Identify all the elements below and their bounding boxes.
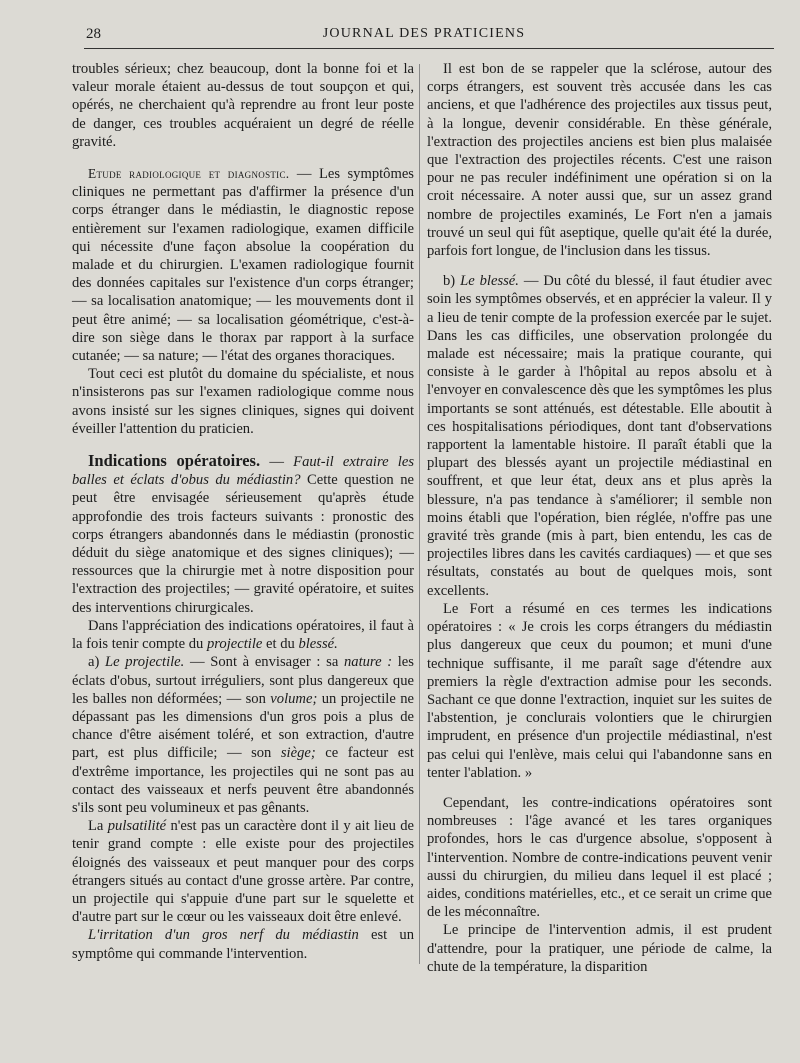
paragraph: L'irritation d'un gros nerf du médiastin est un symptôme qui commande l'intervention. [72,927,414,962]
paragraph-quote: Le Fort a résumé en ces termes les indications opératoires : « Je crois les corps étrangers du médiastin plus dangereux que ceux du poumon; et muni d'une technique suffisante, il me paraît sage d'étendre aux premiers la règle d'extraction admise pour les seconds. Sachant ce que donne l'extraction, inquiet sur les suites de l'abstention, je conclurais volontiers que le chirurgien imprudent, en présence d'un projectile médiastinal, n'est pas celui qui l'enlève, mais celui qui l'abandonne sans en tenter l'ablation. » [427,600,772,781]
paragraph: Dans l'appréciation des indications opératoires, il faut à la fois tenir compte du projectile et du blessé. [72,617,414,653]
paragraph: Il est bon de se rappeler que la sclérose, autour des corps étrangers, est souvent très accusée dans les cas anciens, et que l'adhérence des projectiles aux tissus peut, à la longue, devenir considérable. En thèse générale, l'extraction des projectiles anciens est bien plus malaisée que l'extraction des projectiles récents. C'est une raison pour ne pas reculer indéfiniment une opération si on la croit nécessaire. A noter aussi que, sur un assez grand nombre de projectiles examinés, Le Fort n'en a jamais trouvé un seul qui fût aseptique, quelle qu'ait été la durée, parfois fort longue, de l'inclusion dans les tissus. [427,61,772,260]
paragraph-blesse: b) Le blessé. — Du côté du blessé, il faut étudier avec soin les symptômes observés, et en apprécier la valeur. Il y a lieu de tenir compte de la profession exercée par le sujet. Dans les cas difficiles, une observation prolongée du malade est nécessaire; mais la pratique courante, qui consiste à le garder à l'hôpital au repos absolu et à l'envoyer en convalescence dès que les symptômes les plus importants se sont atténués, est détestable. Elle aboutit à ces hospitalisations périodiques, dont tant d'observations rapportent la lamentable histoire. Il paraît établi que la plupart des blessés ayant un projectile médiastinal en souffrent, et que leur état, deux ans et plus après la blessure, n'a pas tendance à s'améliorer; il semble non moins établi que l'opération, bien réglée, n'offre pas une gravité très grande (mis à part, bien entendu, les cas de projectiles libres dans les cavités cardiaques) — et que ses résultats, constatés au bout de quelques mois, sont excellents. [427,273,772,599]
paragraph-projectile: a) Le projectile. — Sont à envisager : sa nature : les éclats d'obus, surtout irréguliers, sont plus dangereux que les balles non déformées; — son volume; un projectile ne dépassant pas les dimensions d'un gros pois a plus de chance d'être aisément toléré, et son extraction, d'autre part, est plus difficile; — son siège; ce facteur est d'extrême importance, les projectiles qui ne sont pas au contact des vaisseaux et nerfs peuvent être abandonnés s'ils sont peu volumineux et pas gênants. [72,654,415,816]
left-column [72,60,414,963]
paragraph: Tout ceci est plutôt du domaine du spécialiste, et nous n'insisterons pas sur l'examen radiologique comme nous avons insisté sur les signes cliniques, signes qui doivent éveiller l'attention du praticien. [72,366,414,437]
paragraph-radiology: Etude radiologique et diagnostic. — Les symptômes cliniques ne permettant pas d'affirmer la présence d'un corps étranger dans le médiastin, le diagnostic repose entièrement sur l'examen radiologique, examen difficile qui nécessite d'une façon absolue la coopération du malade et du chirurgien. L'examen radiologique fournit des données capitales sur l'existence d'un corps étranger; — sa localisation anatomique; — les mouvements dont il peut être animé; — sa localisation géométrique, c'est-à-dire son siège dans le thorax par rapport à la surface cutanée; — sa nature; — l'état des organes thoraciques. [72,166,414,365]
column-divider [419,64,420,964]
paragraph: La pulsatilité n'est pas un caractère dont il y ait lieu de tenir grand compte : elle existe pour des projectiles éloignés des vaisseaux et peut manquer pour des corps étrangers situés au contact d'une grosse artère. Par contre, un projectile qui s'appuie d'une part sur le squelette et d'autre part sur le cœur ou les vaisseaux doit être enlevé. [72,818,415,926]
paragraph-indications: Indications opératoires. — Faut-il extraire les balles et éclats d'obus du médiastin? Cette question ne peut être envisagée sérieusement qu'après étude approfondie des trois facteurs suivants : pronostic des corps étrangers abandonnés dans le médiastin (pronostic déduit du siège anatomique et des signes cliniques); — ressources que la chirurgie met à notre disposition pour l'extraction des projectiles; — gravité opératoire, et suites des interventions chirurgicales. [72,451,415,616]
paragraph: Le principe de l'intervention admis, il est prudent d'attendre, pour la pratiquer, une période de calme, la chute de la température, la disparition [427,922,772,975]
journal-title: JOURNAL DES PRATICIENS [322,26,526,41]
paragraph: troubles sérieux; chez beaucoup, dont la bonne foi et la valeur morale étaient au-dessus de tout soupçon et qui, opérés, ne cherchaient qu'à reprendre au front leur poste de danger, ces troubles acquéraient un degré de réelle gravité. [72,61,414,150]
header-rule [84,48,774,49]
paragraph: Cependant, les contre-indications opératoires sont nombreuses : l'âge avancé et les tares organiques profondes, hors le cas d'urgence absolue, s'opposent à l'intervention. Nombre de contre-indications peuvent venir aussi du chirurgien, du milieu dans lequel il est placé ; aides, conditions matérielles, etc., et ce serait un crime que de les méconnaître. [427,794,772,921]
section-lead: Etude radiologique et diagnostic. [88,166,290,182]
page-number: 28 [86,26,101,42]
right-column [427,60,772,976]
section-heading: Indications opératoires. [88,451,261,471]
page-header [70,26,778,50]
